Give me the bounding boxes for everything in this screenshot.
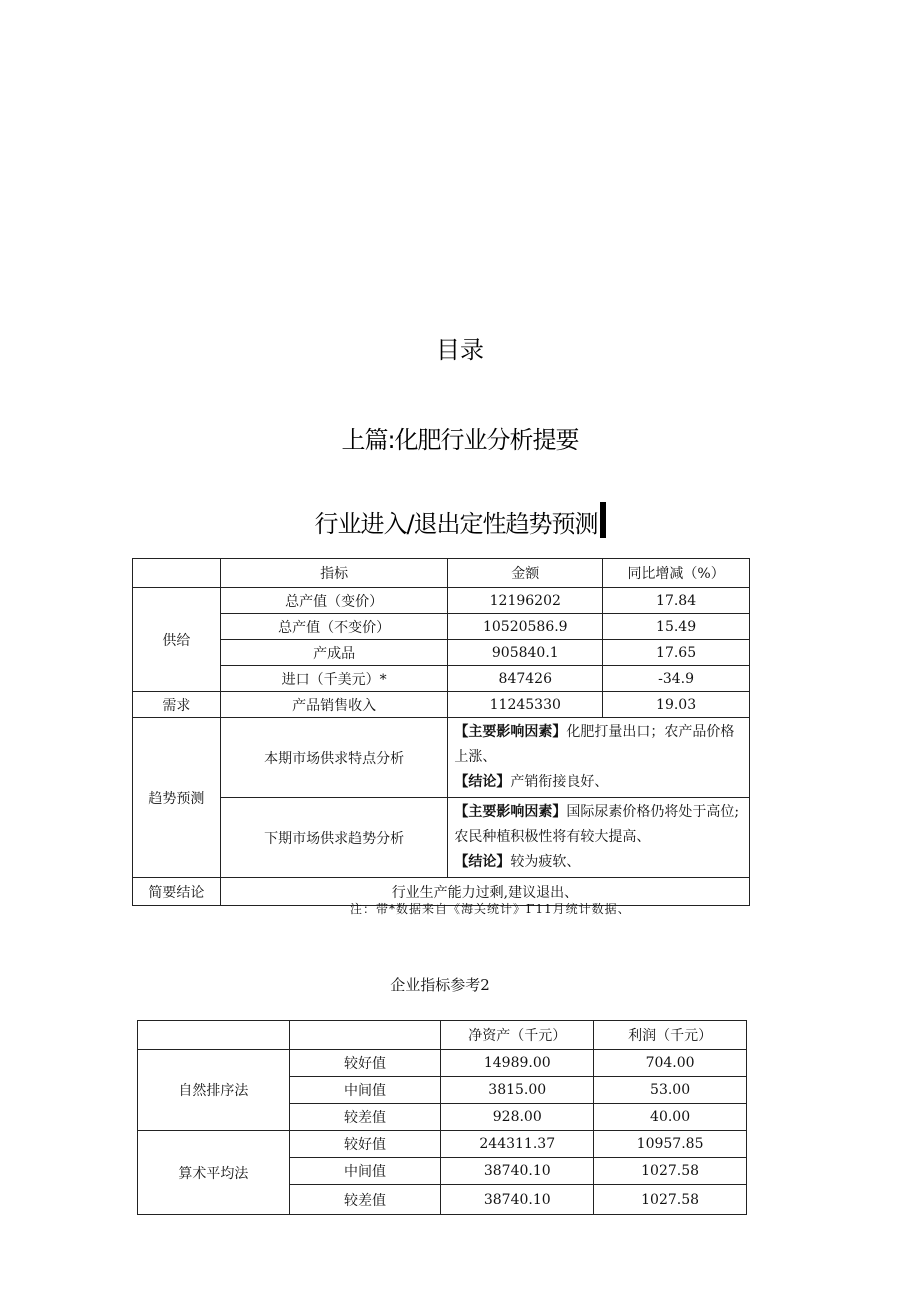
row-yoy: 19.03 — [603, 692, 750, 718]
conclusion-tag: 【结论】 — [454, 774, 511, 790]
row-yoy: 17.65 — [603, 640, 750, 666]
table-header-row — [133, 559, 750, 588]
row-profit: 704.00 — [594, 1050, 747, 1077]
row-amount: 847426 — [448, 666, 603, 692]
row-profit: 1027.58 — [594, 1158, 747, 1185]
row-yoy: 15.49 — [603, 614, 750, 640]
table-row — [133, 666, 750, 692]
supply-label: 供给 — [133, 588, 221, 692]
part-title: 上篇:化肥行业分析提要 — [341, 426, 579, 454]
demand-label: 需求 — [133, 692, 221, 718]
row-name: 中间值 — [289, 1158, 441, 1185]
row-net-assets: 928.00 — [441, 1104, 594, 1131]
conclusion-text: 较为疲软、 — [510, 854, 581, 870]
current-analysis-text — [448, 718, 750, 798]
summary-label: 简要结论 — [133, 878, 221, 906]
toc-title: 目录 — [436, 336, 484, 364]
row-amount: 11245330 — [448, 692, 603, 718]
header-yoy: 同比增减（%） — [603, 559, 750, 588]
industry-trend-table — [132, 558, 750, 906]
row-name: 产成品 — [220, 640, 448, 666]
row-name: 产品销售收入 — [220, 692, 448, 718]
summary-text: 行业生产能力过剩,建议退出、 — [220, 878, 749, 906]
next-analysis-label: 下期市场供求趋势分析 — [220, 798, 448, 878]
conclusion-tag: 【结论】 — [454, 854, 511, 870]
cursor-bar — [600, 502, 606, 538]
table-row — [133, 718, 750, 798]
row-net-assets: 38740.10 — [441, 1158, 594, 1185]
table-row — [133, 640, 750, 666]
table-row — [133, 614, 750, 640]
row-amount: 12196202 — [448, 588, 603, 614]
row-amount: 905840.1 — [448, 640, 603, 666]
group-label: 算术平均法 — [138, 1131, 290, 1215]
row-name: 总产值（不变价） — [220, 614, 448, 640]
row-profit: 10957.85 — [594, 1131, 747, 1158]
header-empty — [289, 1021, 441, 1050]
factors-text: 化肥打量出口；农产品价格上涨、 — [454, 724, 735, 765]
group-label: 自然排序法 — [138, 1050, 290, 1131]
trend-label: 趋势预测 — [133, 718, 221, 878]
table-header-row — [138, 1021, 747, 1050]
row-name: 总产值（变价） — [220, 588, 448, 614]
table2-caption: 企业指标参考2 — [390, 976, 490, 994]
factors-tag: 【主要影响因素】 — [454, 724, 567, 740]
factors-text: 国际尿素价格仍将处于高位;农民种植积极性将有较大提高、 — [454, 804, 740, 845]
table-row — [133, 692, 750, 718]
table-row — [133, 588, 750, 614]
table-row — [138, 1131, 747, 1158]
row-name: 较好值 — [289, 1050, 441, 1077]
row-profit: 40.00 — [594, 1104, 747, 1131]
row-yoy: 17.84 — [603, 588, 750, 614]
header-amount: 金额 — [448, 559, 603, 588]
table-note: 注：带*数据来自《海关统计》Γ11月统计数据、 — [350, 902, 631, 916]
header-empty — [133, 559, 221, 588]
header-empty — [138, 1021, 290, 1050]
section-title — [0, 502, 920, 539]
table-row — [133, 798, 750, 878]
row-name: 较差值 — [289, 1185, 441, 1215]
row-name: 较好值 — [289, 1131, 441, 1158]
section-title-text: 行业进入/退出定性趋势预测 — [314, 510, 598, 538]
next-analysis-text — [448, 798, 750, 878]
row-profit: 1027.58 — [594, 1185, 747, 1215]
row-amount: 10520586.9 — [448, 614, 603, 640]
enterprise-indicator-table — [137, 1020, 747, 1215]
row-net-assets: 38740.10 — [441, 1185, 594, 1215]
row-net-assets: 14989.00 — [441, 1050, 594, 1077]
row-net-assets: 3815.00 — [441, 1077, 594, 1104]
header-net-assets: 净资产（千元） — [441, 1021, 594, 1050]
row-name: 较差值 — [289, 1104, 441, 1131]
row-name: 进口（千美元）* — [220, 666, 448, 692]
table-row — [138, 1050, 747, 1077]
conclusion-text: 产销衔接良好、 — [510, 774, 609, 790]
current-analysis-label: 本期市场供求特点分析 — [220, 718, 448, 798]
row-yoy: -34.9 — [603, 666, 750, 692]
header-indicator: 指标 — [220, 559, 448, 588]
row-name: 中间值 — [289, 1077, 441, 1104]
factors-tag: 【主要影响因素】 — [454, 804, 567, 820]
row-net-assets: 244311.37 — [441, 1131, 594, 1158]
header-profit: 利润（千元） — [594, 1021, 747, 1050]
row-profit: 53.00 — [594, 1077, 747, 1104]
